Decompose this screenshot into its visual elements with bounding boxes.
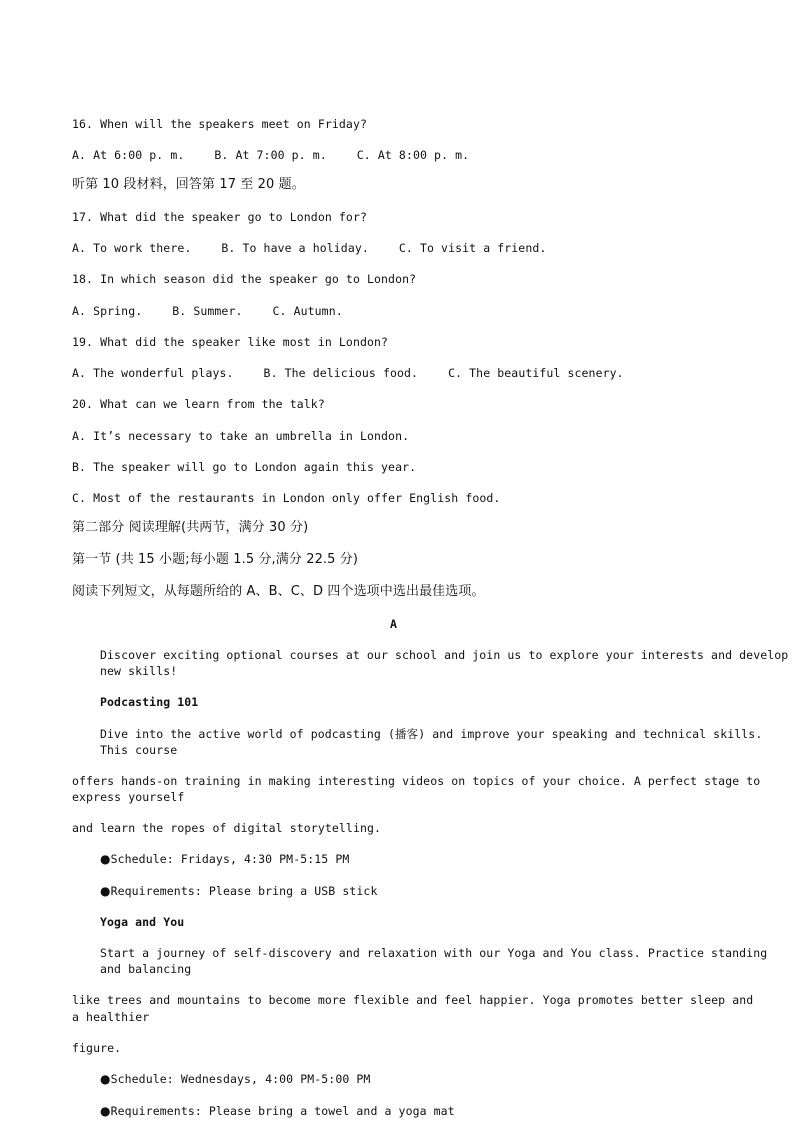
part-2-title: 第二部分 阅读理解(共两节，满分 30 分) — [72, 520, 309, 535]
course-yoga-requirements: ●Requirements: Please bring a towel and a yoga mat — [100, 1104, 455, 1118]
option-c: C. To visit a friend. — [398, 241, 547, 255]
option-c: C. Autumn. — [272, 304, 343, 318]
option-a: A. The wonderful plays. — [72, 366, 234, 380]
question-20-option-c: C. Most of the restaurants in London only offer English food. — [72, 491, 501, 505]
question-16: 16. When will the speakers meet on Friday? — [72, 117, 367, 131]
question-17-options — [72, 240, 546, 256]
course-yoga-desc-3: like trees and mountains to become more flexible and feel happier. Yoga promotes better sleep and — [72, 993, 754, 1007]
question-16-options — [72, 147, 469, 163]
course-yoga-desc-4: a healthier — [72, 1010, 150, 1024]
question-18: 18. In which season did the speaker go to London? — [72, 272, 417, 286]
option-c: C. The beautiful scenery. — [448, 366, 624, 380]
question-20: 20. What can we learn from the talk? — [72, 397, 325, 411]
course-podcasting-desc-2: This course — [100, 743, 178, 757]
course-yoga-title: Yoga and You — [100, 915, 185, 929]
course-podcasting-requirements: ●Requirements: Please bring a USB stick — [100, 884, 378, 898]
question-17: 17. What did the speaker go to London for? — [72, 210, 367, 224]
course-podcasting-desc-3: offers hands-on training in making interesting videos on topics of your choice. A perfect stage to — [72, 774, 761, 788]
passage-a-label: A — [390, 617, 398, 631]
bullet-icon: ● — [100, 852, 111, 866]
option-b: B. Summer. — [172, 304, 243, 318]
passage-a-intro-line-2: new skills! — [100, 664, 178, 678]
bullet-icon: ● — [100, 1072, 111, 1086]
part-2-section-1: 第一节 (共 15 小题;每小题 1.5 分,满分 22.5 分) — [72, 552, 359, 567]
option-b: B. The delicious food. — [263, 366, 419, 380]
question-19-options — [72, 365, 624, 381]
course-podcasting-schedule: ●Schedule: Fridays, 4:30 PM-5:15 PM — [100, 852, 350, 866]
course-podcasting-desc-1: Dive into the active world of podcasting (播客) and improve your speaking and technical skills. — [100, 727, 763, 741]
course-podcasting-desc-4: express yourself — [72, 790, 185, 804]
bullet-icon: ● — [100, 884, 111, 898]
option-a: A. At 6:00 p. m. — [72, 148, 185, 162]
option-b: B. To have a holiday. — [221, 241, 369, 255]
question-19: 19. What did the speaker like most in London? — [72, 335, 389, 349]
option-c: C. At 8:00 p. m. — [356, 148, 470, 162]
section-10-heading: 听第 10 段材料，回答第 17 至 20 题。 — [72, 177, 305, 192]
question-20-option-a: A. It’s necessary to take an umbrella in London. — [72, 429, 410, 443]
course-yoga-desc-2: and balancing — [100, 962, 192, 976]
option-a: A. To work there. — [72, 241, 192, 255]
course-yoga-schedule: ●Schedule: Wednesdays, 4:00 PM-5:00 PM — [100, 1072, 371, 1086]
option-b: B. At 7:00 p. m. — [214, 148, 327, 162]
passage-a-intro-line-1: Discover exciting optional courses at our school and join us to explore your interests and develop — [100, 648, 789, 662]
bullet-icon: ● — [100, 1104, 111, 1118]
course-podcasting-title: Podcasting 101 — [100, 695, 199, 709]
course-podcasting-desc-5: and learn the ropes of digital storytelling. — [72, 821, 382, 835]
course-yoga-desc-5: figure. — [72, 1041, 122, 1055]
part-2-instruction: 阅读下列短文，从每题所给的 A、B、C、D 四个选项中选出最佳选项。 — [72, 584, 485, 599]
question-18-options — [72, 303, 343, 319]
course-yoga-desc-1: Start a journey of self-discovery and relaxation with our Yoga and You class. Practice standing — [100, 946, 768, 960]
option-a: A. Spring. — [72, 304, 143, 318]
question-20-option-b: B. The speaker will go to London again this year. — [72, 460, 417, 474]
